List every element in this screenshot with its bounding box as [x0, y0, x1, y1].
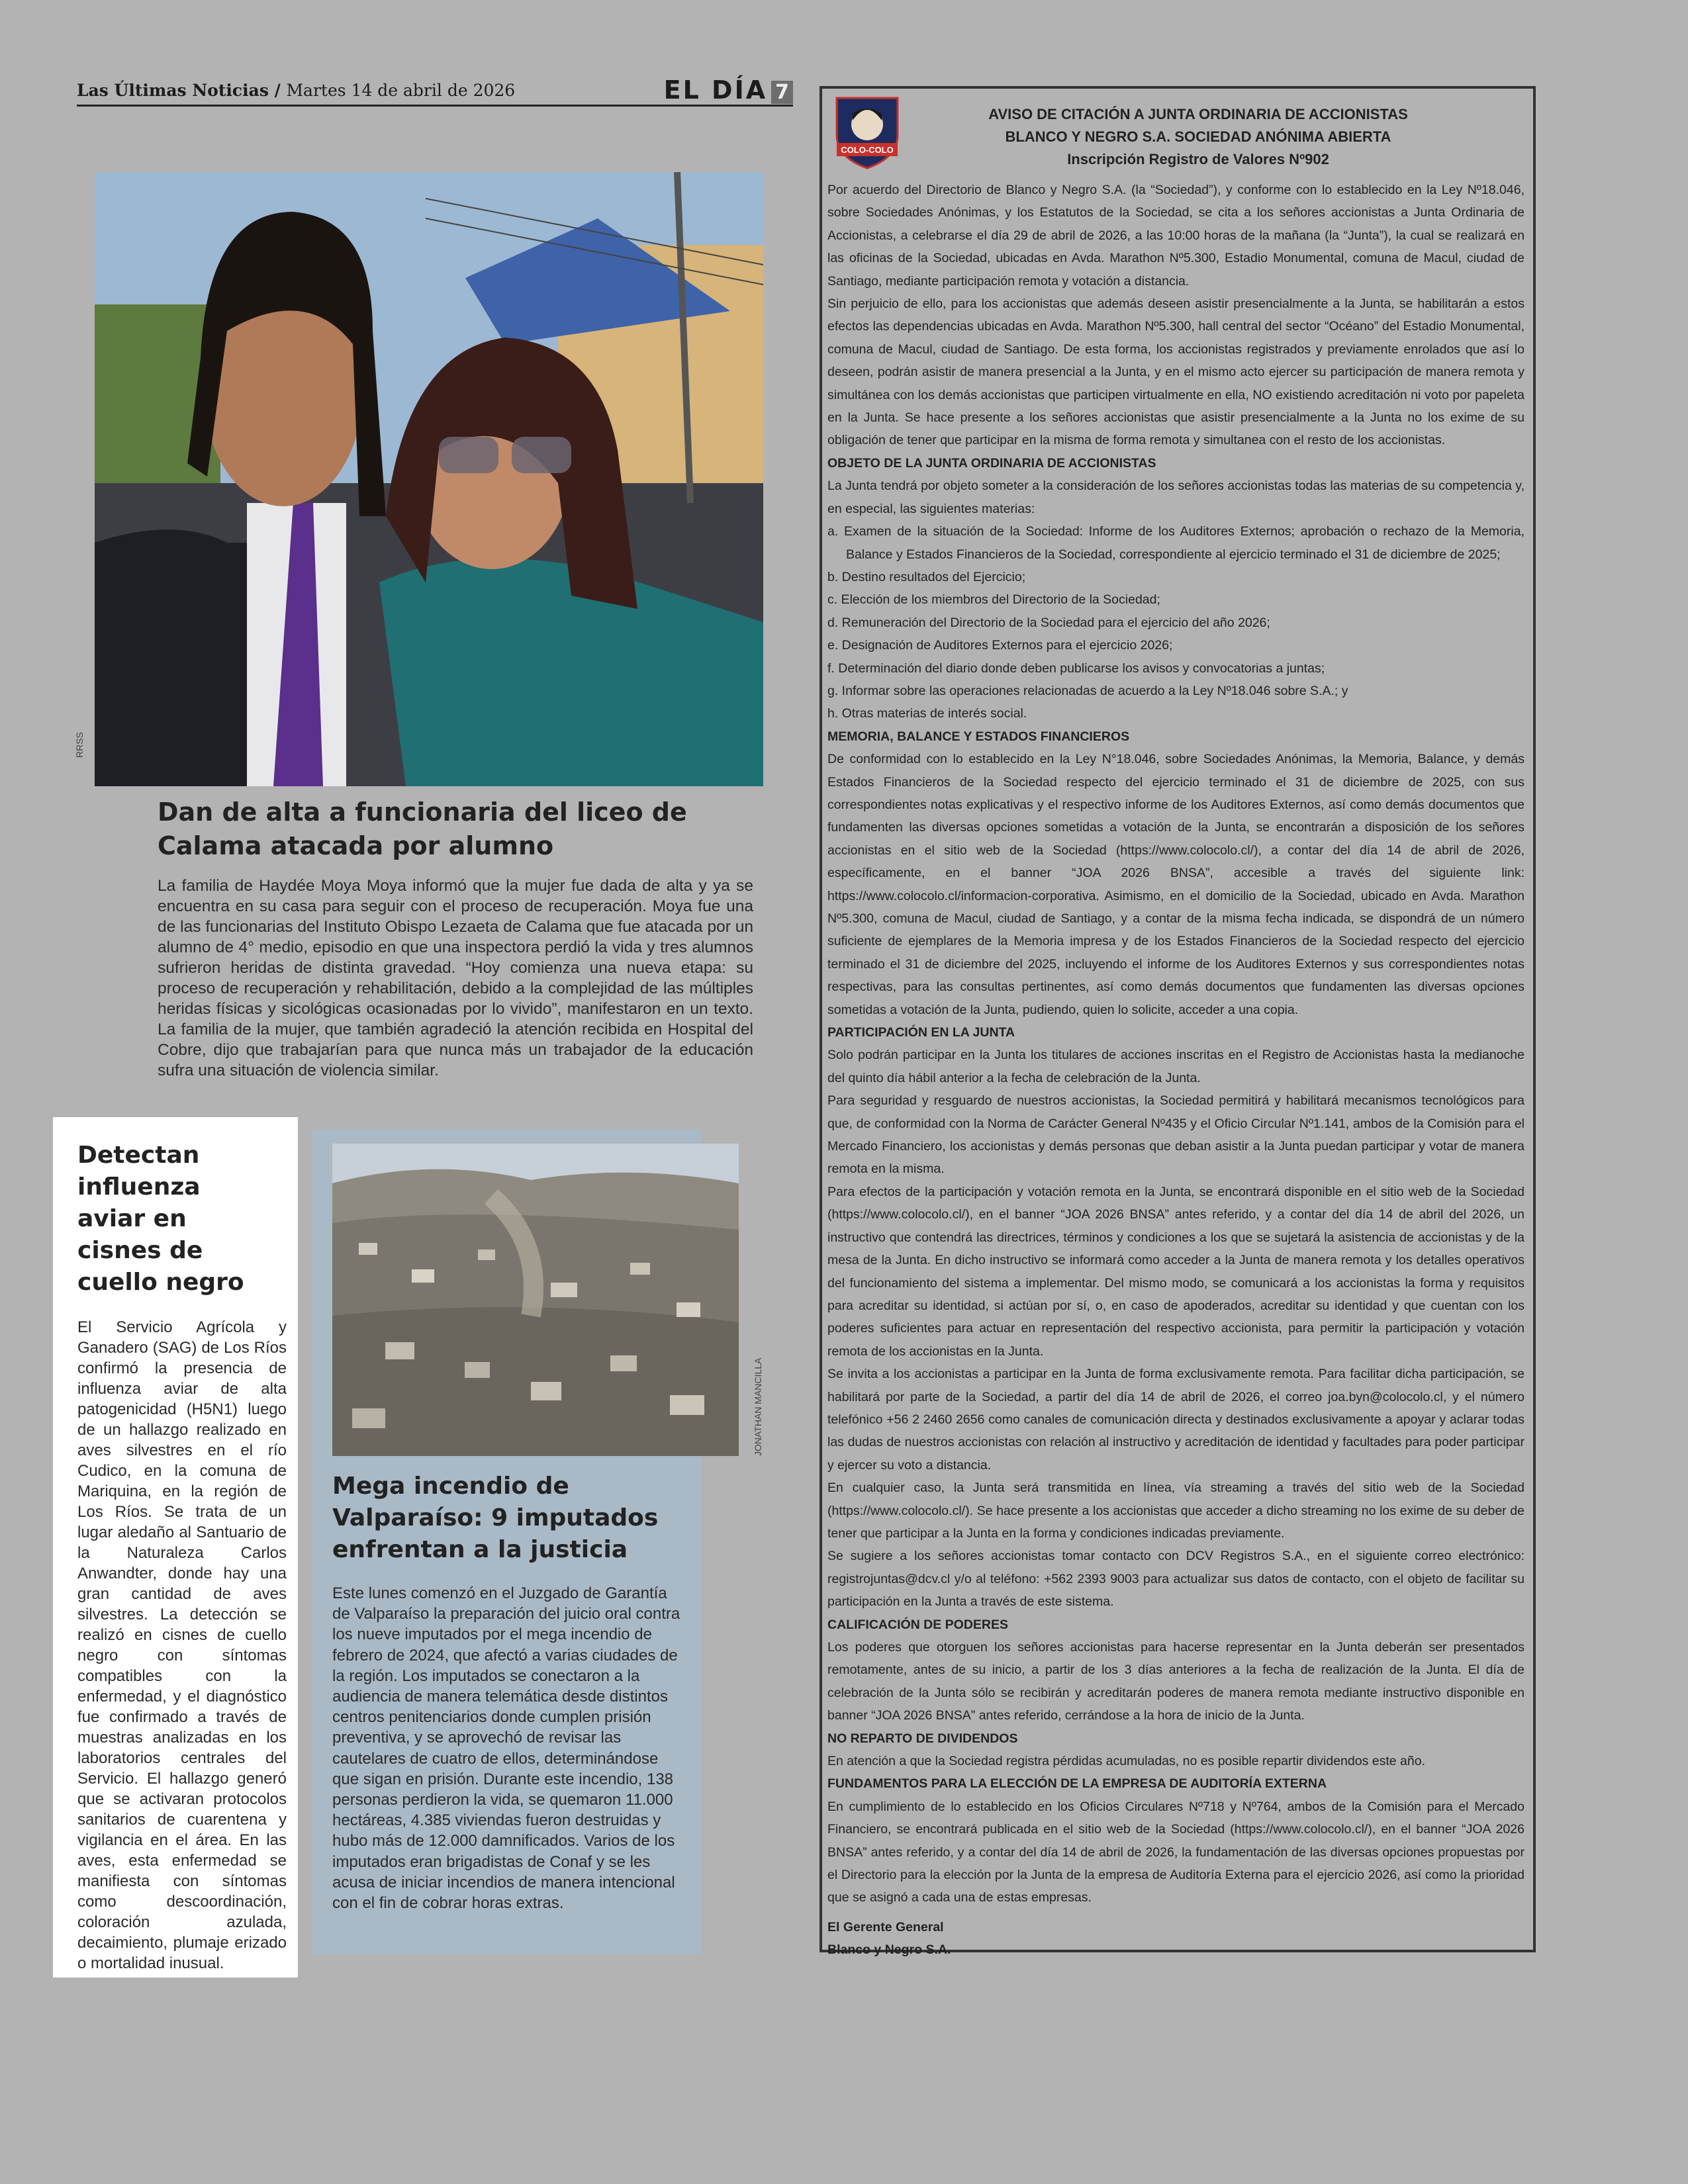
shield-icon — [829, 94, 906, 171]
agenda-item: h. Otras materias de interés social. — [827, 706, 1027, 721]
notice-title-line1: AVISO DE CITACIÓN A JUNTA ORDINARIA DE ACCIONISTAS — [988, 106, 1408, 122]
notice-section-heading: NO REPARTO DE DIVIDENDOS — [827, 1731, 1018, 1746]
notice-body — [827, 179, 1524, 1962]
notice-paragraph: En cualquier caso, la Junta será transmitida en línea, vía streaming a través del sitio web de la Sociedad (https://www.colocolo.cl/). Se hace presente a los accionistas que acceder a dicho streaming no los exime de su deber de tener que participar a la Junta en la forma y condiciones indicadas previamente. — [827, 1480, 1524, 1541]
notice-title-line3: Inscripción Registro de Valores Nº902 — [1067, 151, 1329, 167]
notice-paragraph: Para seguridad y resguardo de nuestros accionistas, la Sociedad permitirá y habilitará mecanismos tecnológicos para que, de conformidad con la Norma de Carácter General Nº435 y el Oficio Circular Nº1.141, ambos de la Comisión para el Mercado Financiero, los accionistas y demás personas que deban asistir a la Junta puedan participar y votar de manera remota en la misma. — [827, 1093, 1524, 1177]
photo-illustration — [95, 172, 763, 786]
agenda-item: d. Remuneración del Directorio de la Sociedad para el ejercicio del año 2026; — [827, 615, 1270, 630]
logo-text: COLO-COLO — [841, 145, 894, 155]
notice-paragraph: Solo podrán participar en la Junta los titulares de acciones inscritas en el Registro de Accionistas hasta la medianoche del quinto día hábil anterior a la fecha de celebración de la Junta. — [827, 1048, 1524, 1085]
signature-company: Blanco y Negro S.A. — [827, 1942, 951, 1958]
notice-section-heading: FUNDAMENTOS PARA LA ELECCIÓN DE LA EMPRESA DE AUDITORÍA EXTERNA — [827, 1776, 1327, 1792]
signature-title: El Gerente General — [827, 1919, 944, 1934]
notice-paragraph: De conformidad con lo establecido en la Ley N°18.046, sobre Sociedades Anónimas, la Memoria, Balance, y demás Estados Financieros de la Sociedad respecto del ejercicio terminado el 31 de diciembre de 2025, con sus correspondientes notas explicativas y el respectivo informe de los Auditores Externos, así como demás documentos que fundamenten las diversas opciones sometidas a votación de la Junta, se encontrarán a disposición de los señores accionistas en el sitio web de la Sociedad (https://www.colocolo.cl/), a contar del día 14 de abril de 2026, específicamente, en el banner “JOA 2026 BNSA”, accesible a través del siguiente link: https://www.colocolo.cl/informacion-corporativa. Asimismo, en el domicilio de la Sociedad, ubicado en Avda. Marathon Nº5.300, comuna de Macul, ciudad de Santiago, y a contar de la misma fecha indicada, se dispondrá de un número suficiente de ejemplares de la Memoria impresa y de los Estados Financieros de la Sociedad respecto del ejercicio terminado el 31 de diciembre del 2025, incluyendo el informe de los Auditores Externos y sus correspondientes notas respectivas, para las consultas pertinentes, así como demás documentos que fundamenten las diversas opciones sometidas a votación de la Junta, pudiendo, quien lo solicite, acceder a una copia. — [827, 752, 1524, 1017]
article-photo-calama — [95, 172, 763, 786]
notice-paragraph: Sin perjuicio de ello, para los accionistas que además deseen asistir presencialmente a la Junta, se habilitarán a estos efectos las dependencias ubicadas en Avda. Marathon Nº5.300, hall central del sector “Océano” del Estadio Monumental, comuna de Macul, ciudad de Santiago. De esta forma, los accionistas registrados y previamente enrolados que así lo deseen, podrán asistir de manera presencial a la Junta, y en el mismo acto ejercer su participación de manera remota y simultánea con los demás accionistas que participen virtualmente en ella, NO existiendo acreditación ni voto por papeleta en la Junta. Se hace presente a los señores accionistas que asistir presencialmente a la Junta no los exime de su obligación de tener que participar en la misma de forma remota y simultanea con el resto de los accionistas. — [827, 296, 1524, 448]
agenda-item: a. Examen de la situación de la Sociedad: Informe de los Auditores Externos; aprobación o rechazo de la Memoria, Balance y Estados Financieros de la Sociedad, correspondiente al ejercicio terminado el 31 de diciembre de 2025; — [827, 524, 1524, 562]
headline-calama: Dan de alta a funcionaria del liceo de Calama atacada por alumno — [158, 797, 687, 860]
photo-credit: RRSS — [74, 732, 85, 758]
photo-illustration-aerial — [332, 1144, 739, 1456]
agenda-item: b. Destino resultados del Ejercicio; — [827, 569, 1026, 584]
notice-paragraph: Se sugiere a los señores accionistas tomar contacto con DCV Registros S.A., en el siguiente correo electrónico: registrojuntas@dcv.cl y/o al teléfono: +562 2393 9003 para actualizar sus datos de contacto, con el objeto de facilitar su participación en la Junta a través de este sistema. — [827, 1549, 1524, 1610]
agenda-item: c. Elección de los miembros del Directorio de la Sociedad; — [827, 592, 1160, 608]
notice-title-line2: BLANCO Y NEGRO S.A. SOCIEDAD ANÓNIMA ABIERTA — [1005, 128, 1391, 145]
agenda-item: e. Designación de Auditores Externos para el ejercicio 2026; — [827, 638, 1173, 653]
agenda-item: g. Informar sobre las operaciones relacionadas de acuerdo a la Ley Nº18.046 sobre S.A.; y — [827, 683, 1348, 698]
publication-name: Las Últimas Noticias — [77, 81, 269, 100]
notice-paragraph: Para efectos de la participación y votación remota en la Junta, se encontrará disponible en el sitio web de la Sociedad (https://www.colocolo.cl/), en el banner “JOA 2026 BNSA” antes referido, y a contar del día 14 de abril del 2026, un instructivo que contendrá las directrices, términos y condiciones a los que se sujetará la asistencia de accionistas y de la mesa de la Junta. En dicho instructivo se informará como acceder a la Junta de manera remota y los detalles operativos del funcionamiento del sistema a implementar. Del mismo modo, se comunicará a los accionistas la forma y requisitos para acreditar su identidad, si actúan por sí, o, en caso de apoderados, acreditar su identidad y que cuentan con los poderes suficientes para actuar en representación del respectivo accionista, para permitir la participación y votación remota de los accionistas en la Junta. — [827, 1184, 1524, 1359]
club-logo — [829, 94, 906, 171]
notice-title — [927, 103, 1470, 171]
notice-paragraph: Se invita a los accionistas a participar en la Junta de forma exclusivamente remota. Para facilitar dicha participación, se habilitará por parte de la Sociedad, a partir del día 14 de abril de 2026, el correo joa.byn@colocolo.cl, y el número telefónico +56 2 2460 2656 como canales de comunicación directa y destinados exclusivamente a apoyar y aclarar todas las dudas de nuestros accionistas con relación al instructivo y acreditación de identidad y facultades para poder participar y ejercer su voto a distancia. — [827, 1367, 1524, 1473]
page-header — [77, 75, 793, 107]
article-body-incendio: Este lunes comenzó en el Juzgado de Garantía de Valparaíso la preparación del juicio oral contra los nueve imputados por el mega incendio de febrero de 2024, que afectó a varias ciudades de la región. Los imputados se conectaron a la audiencia de manera telemática desde distintos centros penitenciarios donde cumplen prisión preventiva, y se aprovechó de revisar las cautelares de cuatro de ellos, determinándose que sigan en prisión. Durante este incendio, 138 personas perdieron la vida, se quemaron 11.000 hectáreas, 4.385 viviendas fueron destruidas y hubo más de 12.000 damnificados. Varios de los imputados eran brigadistas de Conaf y se les acusa de iniciar incendios de manera intencional con el fin de cobrar horas extras. — [332, 1584, 680, 1913]
notice-section-heading: CALIFICACIÓN DE PODERES — [827, 1617, 1009, 1632]
notice-section-heading: MEMORIA, BALANCE Y ESTADOS FINANCIEROS — [827, 729, 1130, 744]
section-name: EL DÍA — [663, 75, 768, 105]
page-number: 7 — [771, 81, 793, 104]
notice-paragraph: En atención a que la Sociedad registra pérdidas acumuladas, no es posible repartir dividendos este año. — [827, 1754, 1425, 1769]
article-photo-valparaiso — [332, 1144, 739, 1456]
notice-paragraph: Los poderes que otorguen los señores accionistas para hacerse representar en la Junta deberán ser presentados remotamente, antes de su inicio, a partir de los 3 días anteriores a la fecha de realización de la Junta. El día de celebración de la Junta sólo se recibirán y acreditarán poderes de manera remota mediante instructivo disponible en banner “JOA 2026 BNSA” antes referido, cerrándose a la hora de inicio de la Junta. — [827, 1640, 1524, 1723]
notice-section-heading: OBJETO DE LA JUNTA ORDINARIA DE ACCIONISTAS — [827, 455, 1156, 471]
notice-paragraph: La Junta tendrá por objeto someter a la consideración de los señores accionistas todas las materias de su competencia y, en especial, las siguientes materias: — [827, 478, 1524, 516]
publication-line — [77, 81, 515, 100]
headline-influenza: Detectan influenza aviar en cisnes de cuello negro — [77, 1142, 244, 1296]
photo-credit: JONATHAN MANCILLA — [753, 1357, 763, 1456]
notice-paragraph: En cumplimiento de lo establecido en los Oficios Circulares Nº718 y Nº764, ambos de la Comisión para el Mercado Financiero, se encontrará publicada en el sitio web de la Sociedad (https://www.colocolo.cl/), en el banner “JOA 2026 BNSA” antes referido, y a contar del día 14 de abril de 2026, la fundamentación de las diversas opciones propuestas por el Directorio para la elección por la Junta de la empresa de Auditoría Externa para el ejercicio 2026, así como la prioridad que se asignó a cada una de estas empresas. — [827, 1799, 1524, 1905]
section-title — [664, 75, 793, 105]
agenda-item: f. Determinación del diario donde deben publicarse los avisos y convocatorias a juntas; — [827, 660, 1325, 676]
publication-date: Martes 14 de abril de 2026 — [286, 81, 516, 100]
article-body-calama: La familia de Haydée Moya Moya informó que la mujer fue dada de alta y ya se encuentra en su casa para seguir con el proceso de recuperación. Moya fue una de las funcionarias del Instituto Obispo Lezaeta de Calama que fue atacada por un alumno de 4° medio, episodio en que una inspectora perdió la vida y tres alumnos sufrieron heridas de distinta gravedad. “Hoy comienza una nueva etapa: su proceso de recuperación y rehabilitación, debido a la complejidad de las múltiples heridas físicas y sicológicas ocasionadas por lo vivido”, manifestaron en un texto. La familia de la mujer, que también agradeció la atención recibida en Hospital del Cobre, dijo que trabajarían para que nunca más un trabajador de la educación sufra una situación de violencia similar. — [158, 877, 753, 1079]
notice-section-heading: PARTICIPACIÓN EN LA JUNTA — [827, 1025, 1015, 1040]
article-body-influenza: El Servicio Agrícola y Ganadero (SAG) de Los Ríos confirmó la presencia de influenza aviar de alta patogenicidad (H5N1) luego de un hallazgo realizado en aves silvestres en el río Cudico, en la comuna de Mariquina, en la región de Los Ríos. Se trata de un lugar aledaño al Santuario de la Naturaleza Carlos Anwandter, donde hay una gran cantidad de aves silvestres. La detección se realizó en cisnes de cuello negro con síntomas compatibles con la enfermedad, y el diagnóstico fue confirmado a través de muestras analizadas en los laboratorios centrales del Servicio. El hallazgo generó que se activaran protocolos sanitarios de cuarentena y vigilancia en el área. En las aves, esta enfermedad se manifiesta con síntomas como descoordinación, coloración azulada, decaimiento, plumaje erizado o mortalidad inusual. — [77, 1318, 287, 1972]
headline-incendio: Mega incendio de Valparaíso: 9 imputados enfrentan a la justicia — [332, 1473, 659, 1563]
header-separator: / — [268, 81, 287, 100]
notice-paragraph: Por acuerdo del Directorio de Blanco y Negro S.A. (la “Sociedad”), y conforme con lo establecido en la Ley Nº18.046, sobre Sociedades Anónimas, y los Estatutos de la Sociedad, se cita a los señores accionistas a Junta Ordinaria de Accionistas, a celebrarse el día 29 de abril de 2026, a las 10:00 horas de la mañana (la “Junta”), la cual se realizará en las oficinas de la Sociedad, ubicadas en Avda. Marathon Nº5.300, Estadio Monumental, comuna de Macul, ciudad de Santiago, mediante participación remota y votación a distancia. — [827, 183, 1524, 289]
